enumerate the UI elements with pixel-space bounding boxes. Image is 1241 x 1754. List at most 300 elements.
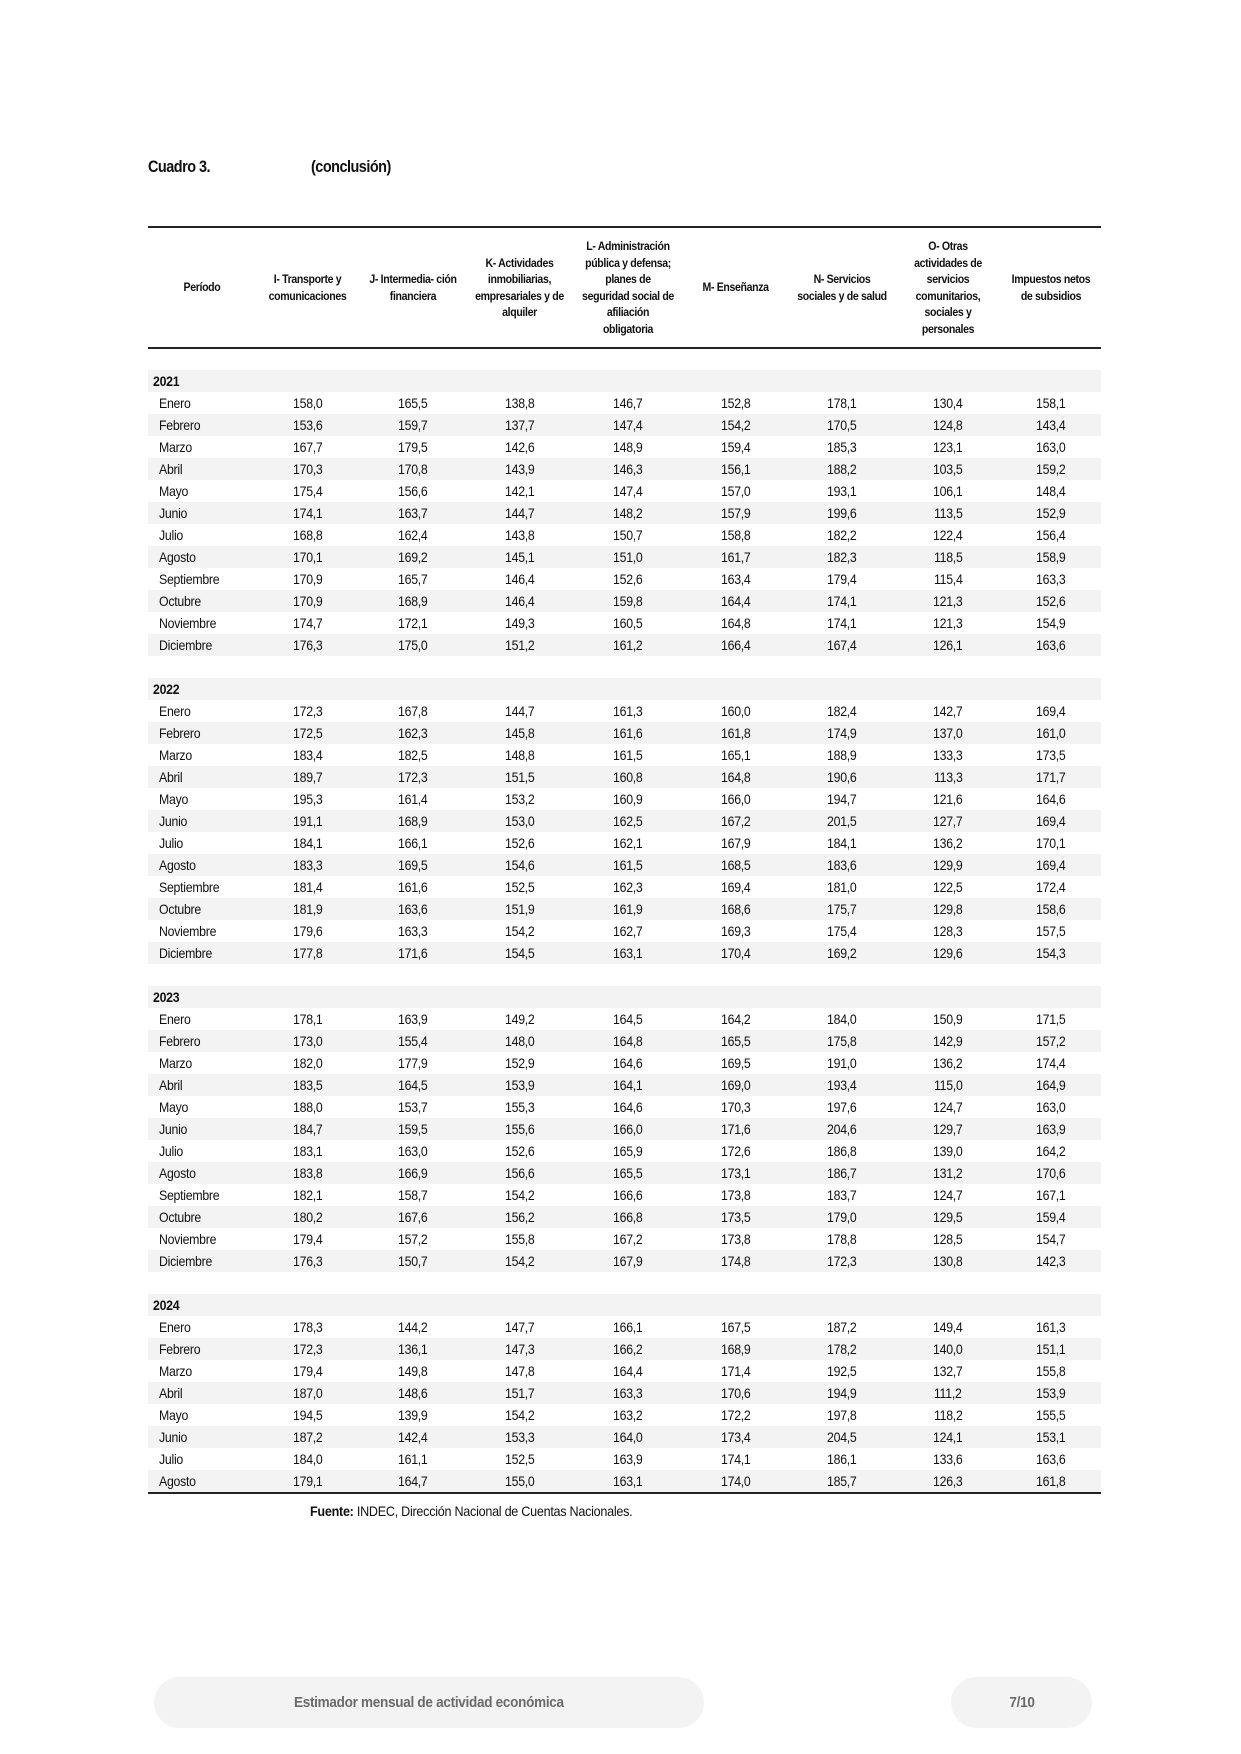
value-cell (895, 1074, 1001, 1096)
value-text: 199,6 (827, 505, 857, 521)
table-number: Cuadro 3. (148, 157, 211, 176)
table-row (148, 876, 1101, 898)
value-cell (573, 480, 683, 502)
value-cell (360, 1008, 466, 1030)
column-header-label: J- Intermedia- ción financiera (369, 272, 457, 303)
value-text: 170,9 (292, 593, 323, 609)
value-cell (360, 634, 466, 656)
value-text: 157,9 (721, 505, 751, 521)
value-cell (683, 1074, 789, 1096)
value-text: 166,0 (613, 1121, 643, 1137)
value-text: 184,0 (827, 1011, 857, 1027)
value-text: 175,0 (398, 637, 428, 653)
table-row (148, 546, 1101, 568)
value-cell (255, 392, 360, 414)
value-cell (683, 502, 789, 524)
value-text: 184,7 (292, 1121, 323, 1137)
value-text: 164,8 (721, 769, 751, 785)
value-cell (360, 1162, 466, 1184)
value-cell (789, 810, 895, 832)
value-text: 155,3 (504, 1099, 535, 1115)
column-header (466, 227, 573, 348)
value-text: 170,5 (827, 417, 857, 433)
value-text: 193,4 (827, 1077, 857, 1093)
value-cell (573, 744, 683, 766)
value-text: 183,3 (292, 857, 323, 873)
value-cell (1001, 788, 1101, 810)
value-cell (1001, 458, 1101, 480)
value-cell (573, 722, 683, 744)
value-text: 175,4 (292, 483, 323, 499)
value-text: 194,9 (827, 1385, 857, 1401)
value-cell (895, 788, 1001, 810)
value-cell (789, 1184, 895, 1206)
value-text: 154,2 (504, 1253, 535, 1269)
value-cell (255, 1382, 360, 1404)
value-cell (360, 766, 466, 788)
value-cell (683, 1052, 789, 1074)
period-cell (148, 1052, 255, 1074)
value-cell (895, 1382, 1001, 1404)
table-row (148, 920, 1101, 942)
table-row (148, 788, 1101, 810)
value-cell (360, 480, 466, 502)
value-cell (466, 942, 573, 964)
period-cell (148, 832, 255, 854)
value-cell (360, 568, 466, 590)
value-cell (789, 876, 895, 898)
value-text: 161,0 (1036, 725, 1066, 741)
value-text: 174,7 (292, 615, 323, 631)
period-cell (148, 1470, 255, 1493)
value-cell (895, 1360, 1001, 1382)
period-cell (148, 634, 255, 656)
value-cell (573, 1030, 683, 1052)
period-cell (148, 920, 255, 942)
value-text: 122,5 (933, 879, 963, 895)
value-cell (573, 568, 683, 590)
value-cell (895, 1338, 1001, 1360)
period-label: Agosto (159, 857, 196, 873)
value-text: 153,6 (292, 417, 323, 433)
value-cell (360, 1206, 466, 1228)
value-text: 121,3 (933, 615, 963, 631)
value-cell (466, 810, 573, 832)
value-cell (789, 722, 895, 744)
value-text: 173,5 (721, 1209, 751, 1225)
value-text: 204,6 (827, 1121, 857, 1137)
value-text: 170,6 (721, 1385, 751, 1401)
value-cell (1001, 722, 1101, 744)
value-text: 144,7 (504, 505, 535, 521)
year-row (148, 678, 1101, 700)
value-text: 143,4 (1036, 417, 1066, 433)
value-cell (789, 480, 895, 502)
value-cell (789, 546, 895, 568)
value-text: 189,7 (292, 769, 323, 785)
value-text: 103,5 (933, 461, 963, 477)
value-text: 154,9 (1036, 615, 1066, 631)
period-label: Abril (159, 1077, 183, 1093)
value-text: 142,7 (933, 703, 963, 719)
value-text: 174,1 (721, 1451, 751, 1467)
value-cell (360, 392, 466, 414)
value-text: 165,9 (613, 1143, 643, 1159)
value-text: 145,8 (504, 725, 535, 741)
value-text: 204,5 (827, 1429, 857, 1445)
value-text: 152,6 (1036, 593, 1066, 609)
value-text: 172,3 (292, 703, 323, 719)
period-cell (148, 568, 255, 590)
period-cell (148, 1030, 255, 1052)
value-cell (789, 854, 895, 876)
value-text: 162,3 (613, 879, 643, 895)
value-text: 164,5 (613, 1011, 643, 1027)
value-text: 167,2 (721, 813, 751, 829)
value-text: 166,0 (721, 791, 751, 807)
column-header-label: I- Transporte y comunicaciones (268, 272, 347, 303)
value-text: 181,0 (827, 879, 857, 895)
value-cell (683, 392, 789, 414)
value-text: 181,4 (292, 879, 323, 895)
value-cell (683, 1206, 789, 1228)
value-cell (683, 1118, 789, 1140)
value-cell (255, 1338, 360, 1360)
value-cell (573, 590, 683, 612)
value-text: 136,1 (398, 1341, 428, 1357)
value-cell (360, 1250, 466, 1272)
value-text: 171,4 (721, 1363, 751, 1379)
value-text: 174,0 (721, 1473, 751, 1489)
column-header-label: Impuestos netos de subsidios (1011, 272, 1091, 303)
value-cell (895, 502, 1001, 524)
value-text: 143,9 (504, 461, 535, 477)
value-cell (255, 1096, 360, 1118)
value-text: 172,1 (398, 615, 428, 631)
value-text: 184,1 (827, 835, 857, 851)
table-row (148, 1206, 1101, 1228)
value-cell (895, 1228, 1001, 1250)
value-text: 185,3 (827, 439, 857, 455)
table-row (148, 1228, 1101, 1250)
value-text: 132,7 (933, 1363, 963, 1379)
value-cell (1001, 1008, 1101, 1030)
value-text: 124,7 (933, 1099, 963, 1115)
period-label: Agosto (159, 1473, 196, 1489)
value-text: 126,3 (933, 1473, 963, 1489)
value-cell (789, 1316, 895, 1338)
column-header-label: N- Servicios sociales y de salud (797, 272, 887, 303)
value-cell (573, 920, 683, 942)
value-cell (895, 1008, 1001, 1030)
value-text: 150,7 (398, 1253, 428, 1269)
value-text: 173,8 (721, 1187, 751, 1203)
value-cell (895, 744, 1001, 766)
value-text: 172,3 (398, 769, 428, 785)
column-header-label: Período (183, 280, 220, 295)
value-text: 190,6 (827, 769, 857, 785)
value-text: 167,1 (1036, 1187, 1066, 1203)
table-row (148, 832, 1101, 854)
period-cell (148, 458, 255, 480)
period-cell (148, 1162, 255, 1184)
value-text: 159,7 (398, 417, 428, 433)
value-cell (360, 458, 466, 480)
value-cell (466, 1338, 573, 1360)
value-cell (683, 634, 789, 656)
value-cell (360, 942, 466, 964)
value-cell (683, 722, 789, 744)
table-row (148, 414, 1101, 436)
value-cell (573, 1338, 683, 1360)
value-text: 163,9 (1036, 1121, 1066, 1137)
value-text: 153,9 (504, 1077, 535, 1093)
value-cell (573, 1184, 683, 1206)
value-text: 186,1 (827, 1451, 857, 1467)
table-row (148, 942, 1101, 964)
value-text: 163,7 (398, 505, 428, 521)
value-cell (360, 546, 466, 568)
value-cell (1001, 1118, 1101, 1140)
table-row (148, 1338, 1101, 1360)
value-text: 167,6 (398, 1209, 428, 1225)
value-cell (1001, 1382, 1101, 1404)
value-text: 179,4 (292, 1231, 323, 1247)
value-cell (255, 810, 360, 832)
period-cell (148, 1448, 255, 1470)
period-cell (148, 1426, 255, 1448)
value-cell (466, 1360, 573, 1382)
value-text: 160,0 (721, 703, 751, 719)
value-cell (895, 722, 1001, 744)
value-text: 169,0 (721, 1077, 751, 1093)
value-text: 152,5 (504, 1451, 535, 1467)
value-text: 147,8 (504, 1363, 535, 1379)
period-label: Mayo (159, 791, 189, 807)
value-text: 178,8 (827, 1231, 857, 1247)
period-label: Abril (159, 769, 183, 785)
value-cell (360, 788, 466, 810)
value-cell (1001, 480, 1101, 502)
footer-page-number-text: 7/10 (1008, 1694, 1035, 1711)
column-header (148, 227, 255, 348)
value-text: 136,2 (933, 1055, 963, 1071)
period-label: Septiembre (159, 1187, 220, 1203)
period-cell (148, 1118, 255, 1140)
value-cell (466, 634, 573, 656)
value-cell (466, 1250, 573, 1272)
value-text: 173,0 (292, 1033, 323, 1049)
value-text: 168,6 (721, 901, 751, 917)
value-cell (683, 1316, 789, 1338)
value-cell (255, 1448, 360, 1470)
source-text: INDEC, Dirección Nacional de Cuentas Nacionales. (353, 1503, 633, 1519)
value-cell (683, 744, 789, 766)
value-cell (360, 1052, 466, 1074)
column-header (360, 227, 466, 348)
value-cell (1001, 1426, 1101, 1448)
table-row (148, 1316, 1101, 1338)
value-text: 172,3 (827, 1253, 857, 1269)
value-cell (573, 1096, 683, 1118)
column-header (255, 227, 360, 348)
value-text: 164,6 (613, 1055, 643, 1071)
value-text: 183,5 (292, 1077, 323, 1093)
value-cell (466, 1316, 573, 1338)
year-label: 2022 (153, 681, 180, 697)
period-cell (148, 1206, 255, 1228)
value-text: 194,5 (292, 1407, 323, 1423)
value-text: 162,7 (613, 923, 643, 939)
value-cell (789, 1426, 895, 1448)
value-cell (895, 920, 1001, 942)
value-text: 160,9 (613, 791, 643, 807)
table-row (148, 700, 1101, 722)
value-text: 161,8 (1036, 1473, 1066, 1489)
value-text: 155,8 (1036, 1363, 1066, 1379)
value-cell (360, 612, 466, 634)
value-cell (683, 1470, 789, 1493)
value-cell (895, 700, 1001, 722)
value-cell (466, 1206, 573, 1228)
value-cell (895, 1250, 1001, 1272)
table-row (148, 1426, 1101, 1448)
value-text: 175,7 (827, 901, 857, 917)
value-text: 151,5 (504, 769, 535, 785)
value-text: 146,3 (613, 461, 643, 477)
value-text: 192,5 (827, 1363, 857, 1379)
value-text: 163,0 (1036, 439, 1066, 455)
value-text: 111,2 (934, 1385, 962, 1401)
value-cell (360, 1228, 466, 1250)
value-cell (466, 1426, 573, 1448)
value-cell (789, 634, 895, 656)
period-cell (148, 480, 255, 502)
value-cell (573, 788, 683, 810)
value-cell (360, 1404, 466, 1426)
year-label: 2023 (153, 989, 180, 1005)
value-text: 184,0 (292, 1451, 323, 1467)
value-text: 130,8 (933, 1253, 963, 1269)
table-row (148, 854, 1101, 876)
value-cell (683, 1382, 789, 1404)
table-row (148, 1448, 1101, 1470)
value-cell (683, 1338, 789, 1360)
value-text: 129,8 (933, 901, 963, 917)
value-text: 122,4 (933, 527, 963, 543)
value-text: 155,8 (504, 1231, 535, 1247)
value-cell (255, 788, 360, 810)
value-text: 115,0 (933, 1077, 963, 1093)
value-text: 169,4 (1036, 703, 1066, 719)
value-cell (683, 1140, 789, 1162)
table-body (148, 348, 1101, 1493)
value-cell (573, 854, 683, 876)
period-label: Septiembre (159, 571, 220, 587)
value-cell (895, 854, 1001, 876)
value-text: 164,2 (721, 1011, 751, 1027)
value-cell (255, 458, 360, 480)
column-header (895, 227, 1001, 348)
value-text: 142,1 (504, 483, 535, 499)
value-cell (789, 1404, 895, 1426)
value-cell (360, 810, 466, 832)
year-label: 2021 (153, 373, 180, 389)
value-cell (466, 1184, 573, 1206)
value-cell (1001, 1052, 1101, 1074)
value-text: 179,0 (827, 1209, 857, 1225)
value-cell (255, 1316, 360, 1338)
period-cell (148, 502, 255, 524)
value-cell (1001, 1184, 1101, 1206)
value-text: 165,5 (613, 1165, 643, 1181)
value-cell (360, 1096, 466, 1118)
period-cell (148, 1404, 255, 1426)
value-text: 161,6 (613, 725, 643, 741)
value-cell (789, 942, 895, 964)
value-cell (683, 1228, 789, 1250)
value-cell (255, 722, 360, 744)
value-cell (573, 458, 683, 480)
value-text: 176,3 (292, 637, 323, 653)
value-text: 180,2 (292, 1209, 323, 1225)
value-cell (573, 1404, 683, 1426)
value-cell (360, 1118, 466, 1140)
value-cell (466, 876, 573, 898)
column-header-label: O- Otras actividades de servicios comunitarios, sociales y personales (914, 239, 982, 336)
value-text: 173,1 (721, 1165, 751, 1181)
value-text: 146,7 (613, 395, 643, 411)
value-cell (255, 1162, 360, 1184)
value-cell (789, 1162, 895, 1184)
value-cell (573, 876, 683, 898)
value-cell (255, 1118, 360, 1140)
value-cell (895, 392, 1001, 414)
value-cell (360, 722, 466, 744)
value-cell (895, 590, 1001, 612)
value-text: 164,9 (1036, 1077, 1066, 1093)
value-text: 147,4 (613, 417, 643, 433)
value-text: 137,7 (504, 417, 535, 433)
value-text: 160,8 (613, 769, 643, 785)
value-text: 169,2 (398, 549, 428, 565)
value-cell (360, 854, 466, 876)
value-text: 168,9 (398, 813, 428, 829)
value-cell (895, 634, 1001, 656)
value-cell (895, 1118, 1001, 1140)
column-header (573, 227, 683, 348)
value-text: 157,2 (1036, 1033, 1066, 1049)
value-cell (1001, 1250, 1101, 1272)
value-cell (789, 788, 895, 810)
table-row (148, 898, 1101, 920)
value-cell (255, 436, 360, 458)
value-text: 191,1 (292, 813, 323, 829)
value-cell (255, 1008, 360, 1030)
value-text: 164,7 (398, 1473, 428, 1489)
value-text: 163,6 (1036, 1451, 1066, 1467)
value-cell (360, 414, 466, 436)
period-cell (148, 766, 255, 788)
value-cell (895, 876, 1001, 898)
value-cell (360, 898, 466, 920)
value-text: 161,1 (398, 1451, 428, 1467)
period-cell (148, 590, 255, 612)
value-cell (466, 1382, 573, 1404)
period-cell (148, 524, 255, 546)
period-label: Abril (159, 461, 183, 477)
value-cell (466, 1074, 573, 1096)
